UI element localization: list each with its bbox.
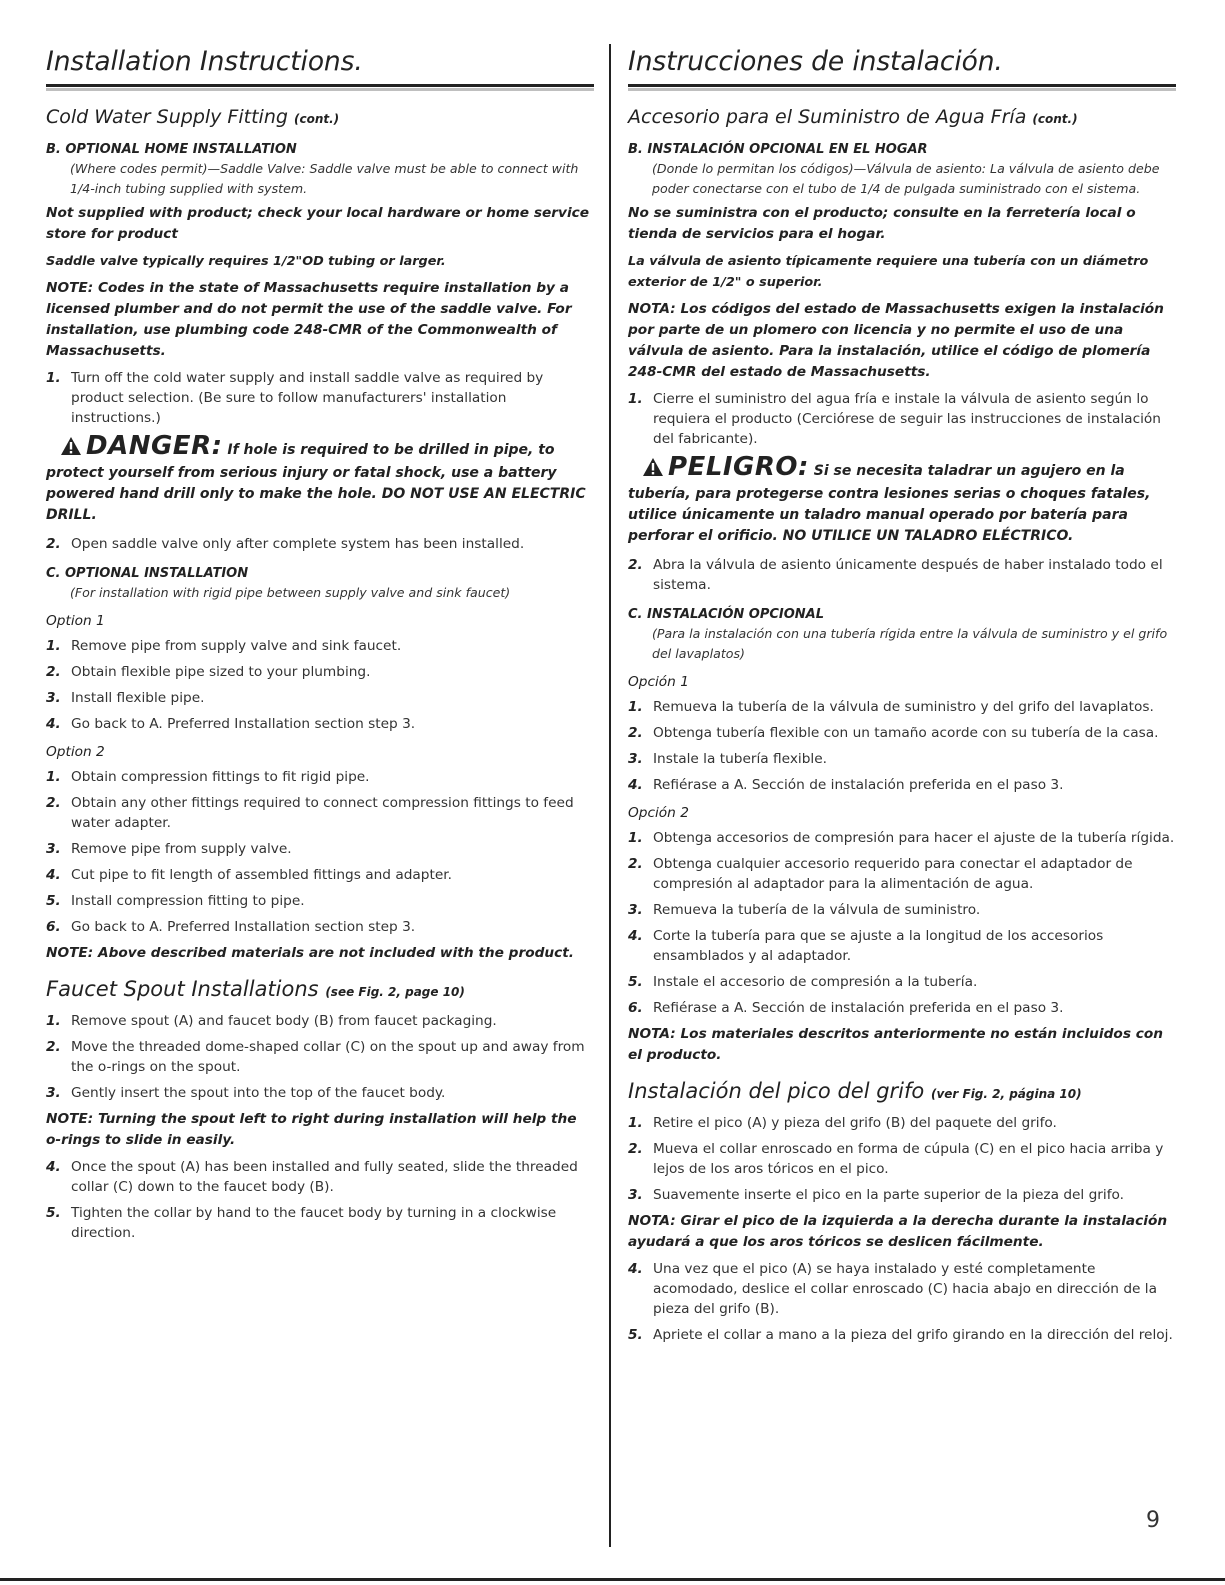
step-text: Obtenga accesorios de compresión para hacer el ajuste de la tubería rígida. — [653, 830, 1175, 846]
list-item — [628, 900, 1176, 920]
step-text: Go back to A. Preferred Installation section step 3. — [71, 919, 416, 935]
danger-warning — [46, 431, 594, 526]
saddle-tubing-note: Saddle valve typically requires 1/2"OD tubing or larger. — [46, 254, 446, 269]
step-number: 1. — [628, 699, 643, 715]
step-text: Install flexible pipe. — [71, 690, 205, 706]
step-text: Una vez que el pico (A) se haya instalado y esté completamente acomodado, deslice el collar enroscado (C) hacia abajo en dirección de la pieza del grifo (B). — [653, 1261, 1157, 1317]
list-item — [628, 555, 1176, 595]
title-underline — [46, 88, 594, 91]
step-text: Obtain flexible pipe sized to your plumbing. — [71, 664, 371, 680]
b-steps-list-2-es — [628, 555, 1176, 595]
b-steps-list-1-es — [628, 389, 1176, 449]
rigid-pipe-note-es: (Para la instalación con una tubería rígida entre la válvula de suministro y el grifo del lavaplatos) — [652, 626, 1168, 661]
faucet-steps-2-es — [628, 1259, 1176, 1345]
step-text: Go back to A. Preferred Installation section step 3. — [71, 716, 416, 732]
option-1-label-es: Opción 1 — [628, 674, 689, 690]
list-item — [46, 1037, 594, 1077]
option-1-label: Option 1 — [46, 613, 105, 629]
step-number: 5. — [628, 974, 643, 990]
step-number: 2. — [46, 536, 61, 552]
step-number: 4. — [46, 716, 61, 732]
step-number: 2. — [46, 664, 61, 680]
section-title-text: Cold Water Supply Fitting — [46, 106, 288, 128]
english-column — [46, 42, 594, 1249]
list-item — [46, 1157, 594, 1197]
step-number: 3. — [628, 751, 643, 767]
step-text: Obtain compression fittings to fit rigid pipe. — [71, 769, 370, 785]
step-text: Remove spout (A) and faucet body (B) from faucet packaging. — [71, 1013, 497, 1029]
step-text: Remove pipe from supply valve and sink faucet. — [71, 638, 402, 654]
step-number: 3. — [628, 1187, 643, 1203]
list-item — [628, 775, 1176, 795]
step-text: Tighten the collar by hand to the faucet body by turning in a clockwise direction. — [71, 1205, 557, 1241]
page-number: 9 — [1146, 1508, 1160, 1533]
massachusetts-note: NOTE: Codes in the state of Massachusetts require installation by a licensed plumber and do not permit the use of the saddle valve. For installation, use plumbing code 248-CMR of the Commonwealth of Massachusetts. — [46, 280, 572, 359]
faucet-steps-1-es — [628, 1113, 1176, 1205]
step-number: 4. — [628, 777, 643, 793]
step-text: Open saddle valve only after complete system has been installed. — [71, 536, 525, 552]
list-item — [628, 854, 1176, 894]
step-text: Apriete el collar a mano a la pieza del grifo girando en la dirección del reloj. — [653, 1327, 1173, 1343]
list-item — [46, 1011, 594, 1031]
step-text: Suavemente inserte el pico en la parte superior de la pieza del grifo. — [653, 1187, 1125, 1203]
step-text: Turn off the cold water supply and install saddle valve as required by product selection. (Be sure to follow manufacturers' installation instructions.) — [71, 370, 544, 426]
step-text: Move the threaded dome-shaped collar (C) on the spout up and away from the o-rings on the spout. — [71, 1039, 585, 1075]
list-item — [628, 749, 1176, 769]
step-number: 2. — [628, 557, 643, 573]
step-number: 5. — [46, 893, 61, 909]
list-item — [628, 828, 1176, 848]
page-bottom-rule — [0, 1578, 1225, 1581]
faucet-title-text-es: Instalación del pico del grifo — [628, 1079, 925, 1103]
title-underline-es — [628, 88, 1176, 91]
option-2-steps-es — [628, 828, 1176, 1018]
step-number: 1. — [628, 1115, 643, 1131]
not-supplied-note: Not supplied with product; check your local hardware or home service store for product — [46, 205, 590, 242]
list-item — [628, 723, 1176, 743]
step-number: 2. — [628, 856, 643, 872]
step-number: 2. — [46, 795, 61, 811]
section-heading-cold-water — [46, 104, 594, 132]
step-text: Refiérase a A. Sección de instalación preferida en el paso 3. — [653, 1000, 1064, 1016]
list-item — [628, 1113, 1176, 1133]
section-title-suffix-es: (cont.) — [1032, 112, 1078, 126]
list-item — [628, 926, 1176, 966]
section-heading-cold-water-es — [628, 104, 1176, 132]
step-number: 4. — [46, 867, 61, 883]
danger-word: DANGER: — [86, 431, 223, 461]
b-steps-list-2 — [46, 534, 594, 554]
list-item — [46, 662, 594, 682]
option-1-steps — [46, 636, 594, 734]
step-text: Remove pipe from supply valve. — [71, 841, 292, 857]
step-text: Install compression fitting to pipe. — [71, 893, 305, 909]
warning-triangle-icon — [60, 436, 82, 463]
list-item — [628, 1185, 1176, 1205]
step-text: Instale el accesorio de compresión a la tubería. — [653, 974, 978, 990]
step-text: Remueva la tubería de la válvula de suministro. — [653, 902, 981, 918]
section-title-suffix: (cont.) — [293, 112, 340, 126]
section-heading-faucet-spout-es — [628, 1078, 1176, 1107]
step-number: 3. — [628, 902, 643, 918]
rigid-pipe-note: (For installation with rigid pipe between supply valve and sink faucet) — [70, 585, 511, 600]
step-text: Obtenga tubería flexible con un tamaño acorde con su tubería de la casa. — [653, 725, 1159, 741]
option-1-steps-es — [628, 697, 1176, 795]
list-item — [628, 972, 1176, 992]
list-item — [628, 1259, 1176, 1319]
step-text: Refiérase a A. Sección de instalación preferida en el paso 3. — [653, 777, 1064, 793]
step-text: Once the spout (A) has been installed and fully seated, slide the threaded collar (C) down to the faucet body (B). — [71, 1159, 578, 1195]
step-number: 2. — [628, 1141, 643, 1157]
page-title: Installation Instructions. — [46, 42, 594, 87]
section-heading-faucet-spout — [46, 976, 594, 1005]
step-text: Abra la válvula de asiento únicamente después de haber instalado todo el sistema. — [653, 557, 1163, 593]
optional-installation-heading-es: C. INSTALACIÓN OPCIONAL — [628, 607, 825, 622]
danger-warning-es — [628, 452, 1176, 547]
danger-text: If hole is required to be drilled in pipe, to protect yourself from serious injury or fatal shock, use a battery powered hand drill only to make the hole. DO NOT USE AN ELECTRIC DRILL. — [46, 442, 586, 523]
step-text: Corte la tubería para que se ajuste a la longitud de los accesorios ensamblados y al adaptador. — [653, 928, 1104, 964]
saddle-tubing-note-es: La válvula de asiento típicamente requiere una tubería con un diámetro exterior de 1/2" o superior. — [628, 254, 1149, 290]
list-item — [46, 368, 594, 428]
step-number: 4. — [628, 928, 643, 944]
step-number: 3. — [46, 690, 61, 706]
step-text: Mueva el collar enroscado en forma de cúpula (C) en el pico hacia arriba y lejos de los aros tóricos en el pico. — [653, 1141, 1164, 1177]
b-steps-list-1 — [46, 368, 594, 428]
danger-text-es: Si se necesita taladrar un agujero en la tubería, para protegerse contra lesiones serias o choques fatales, utilice únicamente un taladro manual operado por batería para perforar el orificio. NO UTILICE UN TALADRO ELÉCTRICO. — [628, 463, 1151, 544]
list-item — [46, 1083, 594, 1103]
step-number: 6. — [46, 919, 61, 935]
faucet-figure-ref: (see Fig. 2, page 10) — [325, 985, 465, 999]
materials-note: NOTE: Above described materials are not included with the product. — [46, 945, 575, 961]
list-item — [46, 688, 594, 708]
page-title-es: Instrucciones de instalación. — [628, 42, 1176, 87]
step-number: 1. — [46, 769, 61, 785]
step-number: 4. — [46, 1159, 61, 1175]
list-item — [46, 534, 594, 554]
list-item — [46, 891, 594, 911]
list-item — [46, 767, 594, 787]
step-number: 1. — [628, 391, 643, 407]
step-text: Cierre el suministro del agua fría e instale la válvula de asiento según lo requiera el producto (Cerciórese de seguir las instrucciones de instalación del fabricante). — [653, 391, 1161, 447]
list-item — [628, 1139, 1176, 1179]
optional-home-installation-heading-es: B. INSTALACIÓN OPCIONAL EN EL HOGAR — [628, 142, 928, 157]
list-item — [46, 793, 594, 833]
step-text: Remueva la tubería de la válvula de suministro y del grifo del lavaplatos. — [653, 699, 1154, 715]
faucet-steps-2 — [46, 1157, 594, 1243]
step-number: 6. — [628, 1000, 643, 1016]
step-number: 1. — [46, 638, 61, 654]
optional-installation-heading: C. OPTIONAL INSTALLATION — [46, 566, 249, 581]
column-divider — [609, 44, 611, 1547]
faucet-steps-1 — [46, 1011, 594, 1103]
step-text: Retire el pico (A) y pieza del grifo (B) del paquete del grifo. — [653, 1115, 1057, 1131]
turning-spout-note: NOTE: Turning the spout left to right during installation will help the o-rings to slide in easily. — [46, 1111, 577, 1148]
list-item — [46, 839, 594, 859]
option-2-label: Option 2 — [46, 744, 105, 760]
turning-spout-note-es: NOTA: Girar el pico de la izquierda a la derecha durante la instalación ayudará a que los aros tóricos se deslicen fácilmente. — [628, 1213, 1168, 1250]
materials-note-es: NOTA: Los materiales descritos anteriormente no están incluidos con el producto. — [628, 1026, 1163, 1063]
step-text: Gently insert the spout into the top of the faucet body. — [71, 1085, 446, 1101]
step-number: 3. — [46, 1085, 61, 1101]
section-title-text-es: Accesorio para el Suministro de Agua Fría — [628, 106, 1027, 128]
step-text: Obtain any other fittings required to connect compression fittings to feed water adapter. — [71, 795, 574, 831]
massachusetts-note-es: NOTA: Los códigos del estado de Massachusetts exigen la instalación por parte de un plomero con licencia y no permite el uso de una válvula de asiento. Para la instalación, utilice el código de plomería 248-CMR del estado de Massachusetts. — [628, 301, 1164, 380]
faucet-title-text: Faucet Spout Installations — [46, 977, 319, 1001]
step-number: 1. — [46, 370, 61, 386]
list-item — [628, 389, 1176, 449]
step-number: 4. — [628, 1261, 643, 1277]
list-item — [628, 697, 1176, 717]
danger-word-es: PELIGRO: — [668, 452, 809, 482]
list-item — [46, 917, 594, 937]
saddle-valve-note: (Where codes permit)—Saddle Valve: Saddle valve must be able to connect with 1/4-inch tubing supplied with system. — [70, 161, 579, 196]
not-supplied-note-es: No se suministra con el producto; consulte en la ferretería local o tienda de servicios para el hogar. — [628, 205, 1136, 242]
warning-triangle-icon — [642, 457, 664, 484]
step-number: 5. — [46, 1205, 61, 1221]
faucet-figure-ref-es: (ver Fig. 2, página 10) — [930, 1087, 1082, 1101]
step-number: 1. — [46, 1013, 61, 1029]
step-text: Cut pipe to fit length of assembled fittings and adapter. — [71, 867, 452, 883]
option-2-steps — [46, 767, 594, 937]
list-item — [46, 1203, 594, 1243]
optional-home-installation-heading: B. OPTIONAL HOME INSTALLATION — [46, 142, 297, 157]
saddle-valve-note-es: (Donde lo permitan los códigos)—Válvula de asiento: La válvula de asiento debe poder conectarse con el tubo de 1/4 de pulgada suministrado con el sistema. — [652, 161, 1160, 196]
list-item — [46, 636, 594, 656]
step-number: 1. — [628, 830, 643, 846]
list-item — [46, 714, 594, 734]
spanish-column — [628, 42, 1176, 1351]
list-item — [628, 1325, 1176, 1345]
step-text: Obtenga cualquier accesorio requerido para conectar el adaptador de compresión al adaptador para la alimentación de agua. — [653, 856, 1133, 892]
step-number: 2. — [628, 725, 643, 741]
step-number: 5. — [628, 1327, 643, 1343]
step-number: 2. — [46, 1039, 61, 1055]
step-text: Instale la tubería flexible. — [653, 751, 828, 767]
list-item — [46, 865, 594, 885]
list-item — [628, 998, 1176, 1018]
step-number: 3. — [46, 841, 61, 857]
option-2-label-es: Opción 2 — [628, 805, 689, 821]
